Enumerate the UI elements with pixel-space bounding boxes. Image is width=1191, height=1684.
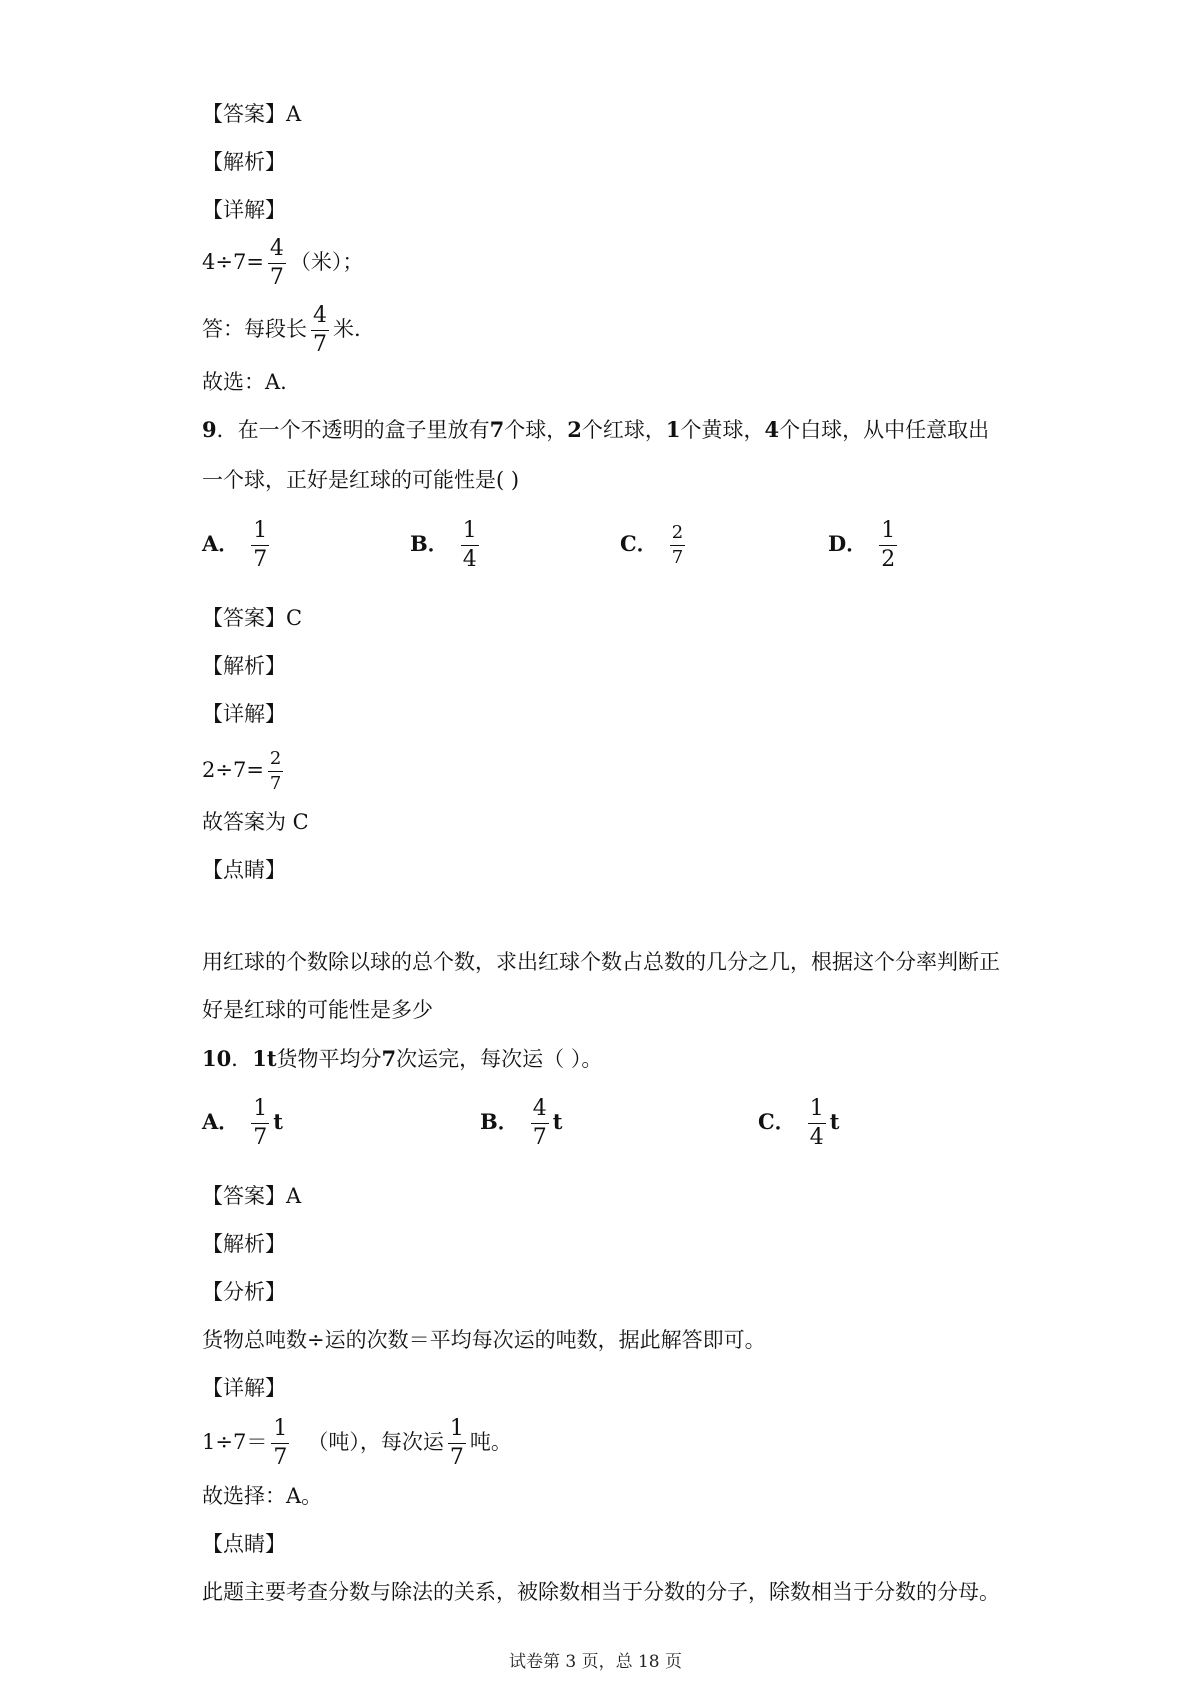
q9-question-line2: 一个球，正好是红球的可能性是( ): [202, 468, 520, 492]
q9-option-a: A． $\frac{1}{7}$: [202, 518, 268, 572]
q9-option-d: D． $\frac{1}{2}$: [828, 518, 896, 572]
q10-fenxi-text: 货物总吨数÷运的次数＝平均每次运的吨数，据此解答即可。: [202, 1328, 766, 1352]
q8-reply: 答：每段长 $\frac{4}{7}$ 米.: [202, 303, 361, 357]
q10-fenxi-label: 【分析】: [202, 1280, 286, 1304]
q8-analysis-label: 【解析】: [202, 150, 286, 174]
q10-option-c: C． $\frac{1}{4}$ t: [758, 1096, 840, 1150]
q9-question-line1: 9．在一个不透明的盒子里放有7个球，2个红球，1个黄球，4个白球，从中任意取出: [202, 417, 990, 442]
fraction: $\frac{4}{7}$: [313, 303, 327, 357]
q8-detail-label: 【详解】: [202, 198, 286, 222]
q9-detail-label: 【详解】: [202, 702, 286, 726]
page-footer: 试卷第 3 页，总 18 页: [508, 1652, 683, 1672]
q9-calculation: 2÷7= $\frac{2}{7}$: [202, 748, 282, 794]
q9-note-label: 【点睛】: [202, 858, 286, 882]
q10-choose: 故选择：A。: [202, 1484, 323, 1508]
q10-detail-label: 【详解】: [202, 1376, 286, 1400]
q10-option-b: B． $\frac{4}{7}$ t: [480, 1096, 563, 1150]
q9-answer: 【答案】C: [202, 606, 303, 630]
fraction: $\frac{4}{7}$: [269, 236, 284, 290]
q8-choose: 故选：A.: [202, 370, 287, 394]
q9-option-c: C． $\frac{2}{7}$: [620, 522, 684, 568]
q9-conclusion: 故答案为 C: [202, 810, 309, 834]
q8-calculation: 4÷7= $\frac{4}{7}$ （米）；: [202, 236, 364, 290]
q9-note-line1: 用红球的个数除以球的总个数，求出红球个数占总数的几分之几，根据这个分率判断正: [202, 950, 1000, 974]
q10-note-label: 【点睛】: [202, 1532, 286, 1556]
q10-analysis-label: 【解析】: [202, 1232, 286, 1256]
q9-analysis-label: 【解析】: [202, 654, 286, 678]
q10-option-a: A． $\frac{1}{7}$ t: [202, 1096, 283, 1150]
q10-question: 10．1t货物平均分7次运完，每次运（ ）。: [202, 1046, 603, 1071]
q9-option-b: B． $\frac{1}{4}$: [410, 518, 477, 572]
q10-calculation: 1÷7＝ $\frac{1}{7}$ （吨），每次运 $\frac{1}{7}$ 吨。: [202, 1416, 512, 1470]
q10-answer: 【答案】A: [202, 1184, 302, 1208]
q9-note-line2: 好是红球的可能性是多少: [202, 998, 433, 1022]
q10-note-text: 此题主要考查分数与除法的关系，被除数相当于分数的分子，除数相当于分数的分母。: [202, 1580, 1000, 1604]
q8-answer: 【答案】A: [202, 102, 302, 126]
